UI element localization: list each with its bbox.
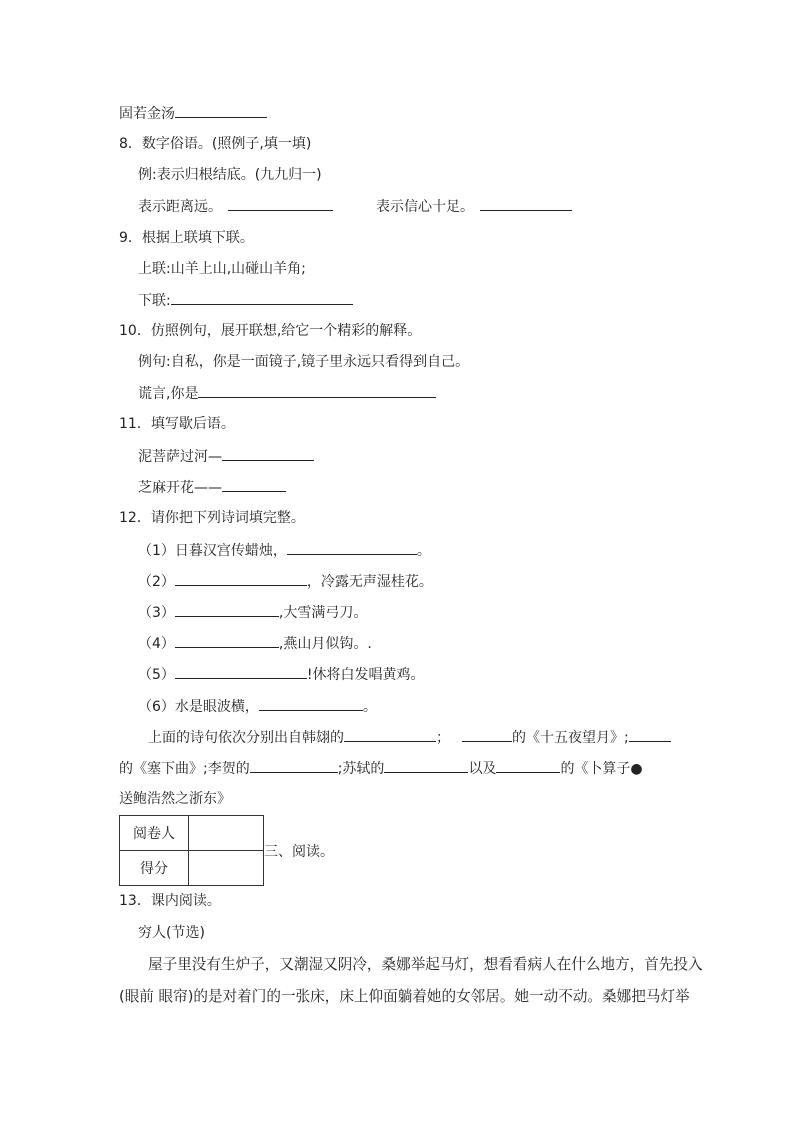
answer-blank[interactable] xyxy=(171,290,353,305)
answer-blank[interactable] xyxy=(222,477,286,492)
answer-blank[interactable] xyxy=(222,446,314,461)
item-text: 谎言,你是 xyxy=(138,386,199,402)
answer-blank[interactable] xyxy=(462,727,512,742)
reviewer-label: 阅卷人 xyxy=(120,816,189,851)
poem-line-3 xyxy=(138,602,367,623)
question-13-title: 13．课内阅读。 xyxy=(119,893,221,909)
poem-text: 。 xyxy=(416,543,431,559)
answer-blank[interactable] xyxy=(175,664,307,679)
score-label: 得分 xyxy=(120,851,189,886)
question-8-example: 例:表示归根结底。(九九归一) xyxy=(138,167,322,183)
source-text: 的《卜算子● xyxy=(560,761,643,777)
question-8-item-1 xyxy=(138,196,333,217)
source-text: 以及 xyxy=(468,761,497,777)
poem-line-5 xyxy=(138,664,425,685)
poem-text: （3） xyxy=(138,605,175,621)
poem-text: 。 xyxy=(362,699,377,715)
answer-blank[interactable] xyxy=(175,103,267,118)
item-text: 芝麻开花—— xyxy=(138,480,222,496)
question-10-prompt xyxy=(138,383,436,404)
question-9-title: 9．根据上联填下联。 xyxy=(119,230,254,246)
item-text: 表示信心十足。 xyxy=(376,199,474,215)
question-8-title: 8．数字俗语。(照例子,填一填) xyxy=(119,136,312,152)
source-text: 的《塞下曲》;李贺的 xyxy=(119,761,250,777)
item-text: 下联: xyxy=(138,293,171,309)
poem-text: （4） xyxy=(138,636,175,652)
poem-text: （2） xyxy=(138,574,175,590)
poem-line-4 xyxy=(138,633,372,654)
question-10-example: 例句:自私，你是一面镜子,镜子里永远只看得到自己。 xyxy=(138,354,470,370)
answer-blank[interactable] xyxy=(496,758,560,773)
idiom-text: 固若金汤 xyxy=(119,106,175,122)
answer-blank[interactable] xyxy=(198,383,436,398)
poem-text: ,燕山月似钩。. xyxy=(278,636,372,652)
poem-text: !休将白发唱黄鸡。 xyxy=(306,667,425,683)
answer-blank[interactable] xyxy=(259,696,363,711)
poem-text: （1）日暮汉宫传蜡烛， xyxy=(138,543,287,559)
poem-text: ,大雪满弓刀。 xyxy=(278,605,368,621)
question-9-upper: 上联:山羊上山,山碰山羊角; xyxy=(138,261,306,277)
reviewer-cell[interactable] xyxy=(189,816,264,851)
answer-line-top xyxy=(119,103,267,124)
answer-blank[interactable] xyxy=(629,727,671,742)
question-12-title: 12．请你把下列诗词填完整。 xyxy=(119,510,305,526)
question-11-item-2 xyxy=(138,477,286,498)
section-heading: 三、阅读。 xyxy=(264,844,334,860)
poem-line-1 xyxy=(138,540,431,561)
answer-blank[interactable] xyxy=(175,633,279,648)
passage-paragraph-line-2: (眼前 眼帘)的是对着门的一张床，床上仰面躺着她的女邻居。她一动不动。桑娜把马灯举 xyxy=(119,988,690,1005)
answer-blank[interactable] xyxy=(480,196,572,211)
poem-source-line-3: 送鲍浩然之浙东》 xyxy=(119,791,231,807)
answer-blank[interactable] xyxy=(175,602,279,617)
poem-source-line-1 xyxy=(148,727,671,748)
source-text: ； xyxy=(436,730,450,746)
item-text: 表示距离远。 xyxy=(138,199,222,215)
score-table xyxy=(119,815,264,886)
answer-blank[interactable] xyxy=(384,758,468,773)
question-11-item-1 xyxy=(138,446,314,467)
answer-blank[interactable] xyxy=(287,540,417,555)
passage-paragraph-line-1: 屋子里没有生炉子，又潮湿又阴冷，桑娜举起马灯，想看看病人在什么地方，首先投入 xyxy=(148,956,703,973)
poem-text: （5） xyxy=(138,667,175,683)
question-10-title: 10．仿照例句，展开联想,给它一个精彩的解释。 xyxy=(119,323,422,339)
answer-blank[interactable] xyxy=(250,758,338,773)
answer-blank[interactable] xyxy=(175,571,307,586)
poem-line-2 xyxy=(138,571,433,592)
passage-title: 穷人(节选) xyxy=(138,925,205,941)
poem-line-6 xyxy=(138,696,377,717)
source-text: 的《十五夜望月》; xyxy=(512,730,629,746)
poem-text: ，冷露无声湿桂花。 xyxy=(306,574,433,590)
answer-blank[interactable] xyxy=(344,727,436,742)
source-text: 上面的诗句依次分别出自韩翃的 xyxy=(148,730,344,746)
question-11-title: 11．填写歇后语。 xyxy=(119,416,235,432)
score-cell[interactable] xyxy=(189,851,264,886)
question-9-lower xyxy=(138,290,353,311)
item-text: 泥菩萨过河— xyxy=(138,449,222,465)
poem-source-line-2 xyxy=(119,758,643,779)
source-text: ;苏轼的 xyxy=(337,761,385,777)
question-8-item-2 xyxy=(376,196,572,217)
poem-text: （6）水是眼波横， xyxy=(138,699,259,715)
answer-blank[interactable] xyxy=(228,196,333,211)
